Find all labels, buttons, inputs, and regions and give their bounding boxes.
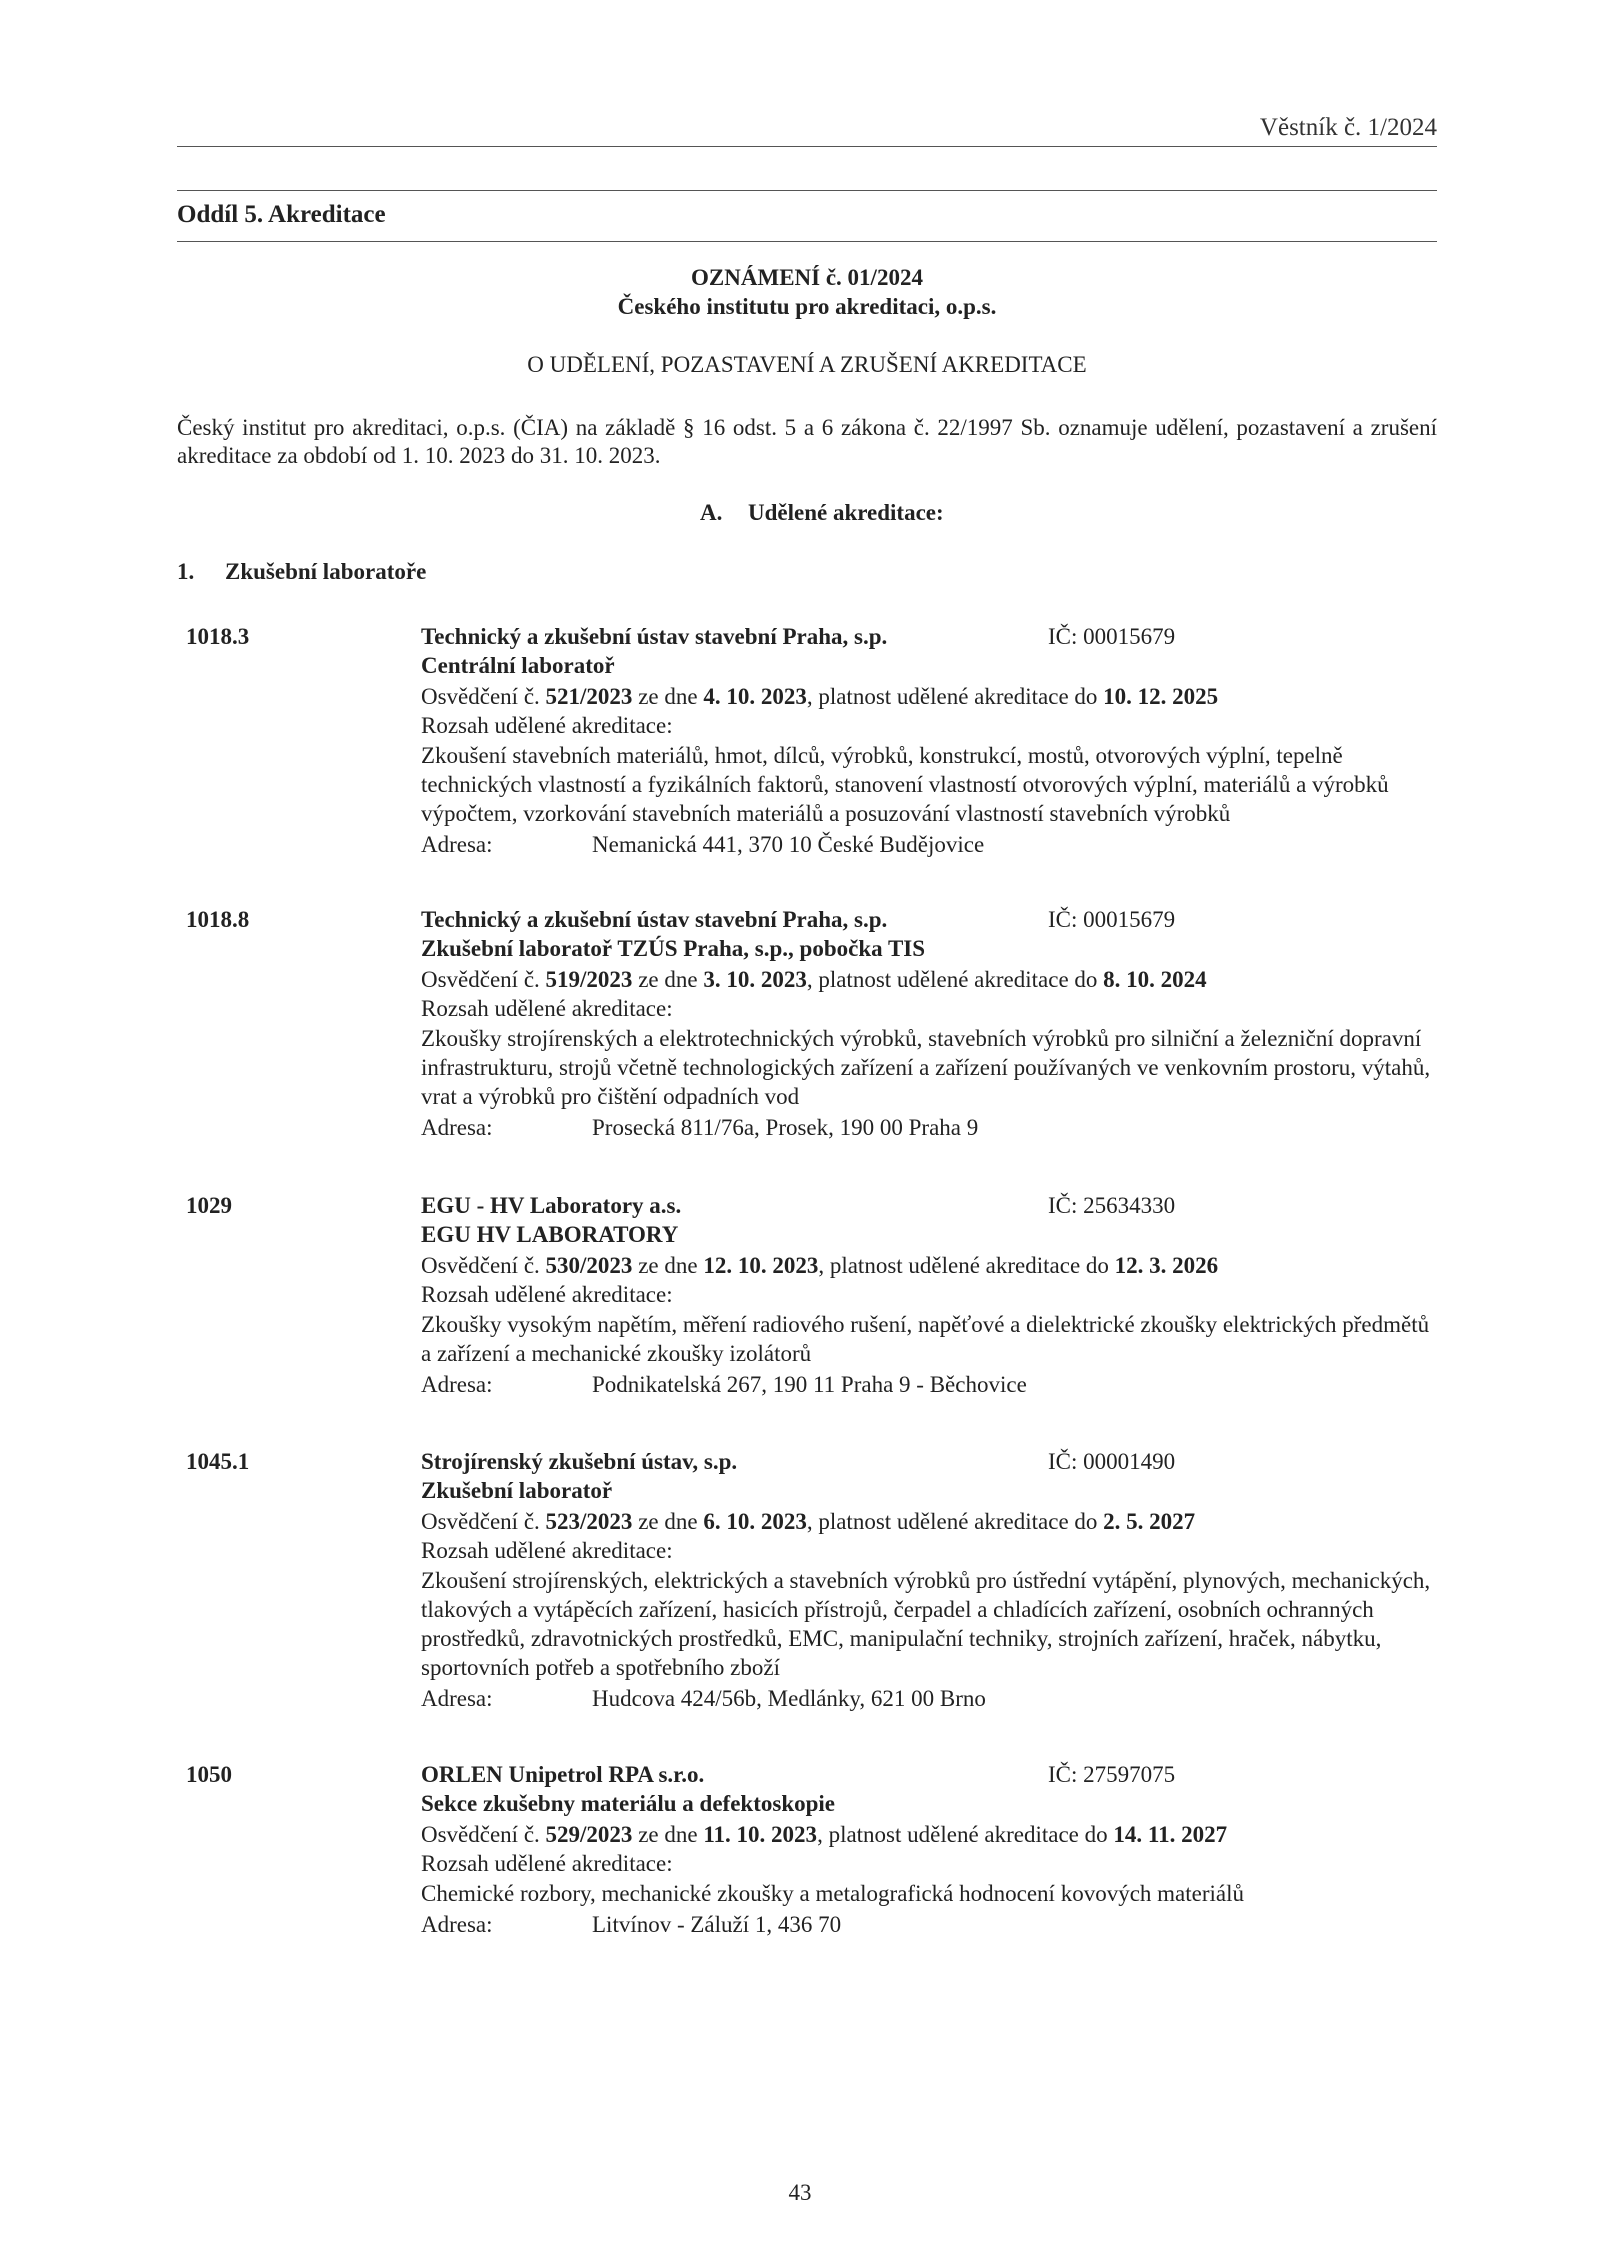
- entry-certificate: Osvědčení č. 523/2023 ze dne 6. 10. 2023, platnost udělené akreditace do 2. 5. 2027: [421, 1509, 1196, 1534]
- section-title: Oddíl 5. Akreditace: [177, 201, 386, 228]
- category-number: 1.: [177, 559, 195, 584]
- entry-scope: Zkoušky strojírenských a elektrotechnických výrobků, stavebních výrobků pro silniční a železniční dopravní infrastrukturu, strojů včetně technologických zařízení a zařízení používaných ve venkovním prostoru, výtahů, vrat a výrobků pro čištění odpadních vod: [421, 1026, 1431, 1109]
- entry-organization: EGU - HV Laboratory a.s.: [421, 1193, 682, 1218]
- entry-scope-label: Rozsah udělené akreditace:: [421, 713, 673, 738]
- part-a-heading: [700, 500, 944, 526]
- entry-ico: IČ: 00001490: [1048, 1449, 1176, 1474]
- entry-code: 1045.1: [186, 1449, 250, 1474]
- entry-organization: Strojírenský zkušební ústav, s.p.: [421, 1449, 738, 1474]
- category-heading: [177, 559, 426, 585]
- entry-code: 1018.3: [186, 624, 250, 649]
- entry-body: [421, 905, 1437, 1142]
- entry-address: Adresa: Hudcova 424/56b, Medlánky, 621 00 Brno: [421, 1686, 986, 1711]
- category-label: Zkušební laboratoře: [225, 559, 427, 584]
- page-number: 43: [788, 2180, 812, 2205]
- notice-title-line2: Českého institutu pro akreditaci, o.p.s.: [617, 294, 997, 319]
- entry-address: Adresa: Prosecká 811/76a, Prosek, 190 00 Praha 9: [421, 1115, 979, 1140]
- entry-scope-label: Rozsah udělené akreditace:: [421, 1282, 673, 1307]
- entry-unit: Zkušební laboratoř TZÚS Praha, s.p., pobočka TIS: [421, 936, 926, 961]
- entry-ico: IČ: 00015679: [1048, 907, 1176, 932]
- entry-scope: Zkoušky vysokým napětím, měření radiového rušení, napěťové a dielektrické zkoušky elektrických předmětů a zařízení a mechanické zkoušky izolátorů: [421, 1312, 1430, 1366]
- entry-address: Adresa: Nemanická 441, 370 10 České Budějovice: [421, 832, 985, 857]
- notice-title-line1: OZNÁMENÍ č. 01/2024: [691, 265, 923, 290]
- entry-body: [421, 1447, 1437, 1713]
- entry-code: 1050: [186, 1762, 232, 1787]
- entry-body: [421, 1760, 1437, 1939]
- entry-certificate: Osvědčení č. 530/2023 ze dne 12. 10. 2023, platnost udělené akreditace do 12. 3. 2026: [421, 1253, 1219, 1278]
- section-heading: [177, 190, 1437, 242]
- entry-scope: Zkoušení stavebních materiálů, hmot, dílců, výrobků, konstrukcí, mostů, otvorových výplní, tepelně technických vlastností a fyzikálních faktorů, stanovení vlastností otvorových výplní, materiálů a výrobků výpočtem, vzorkování stavebních materiálů a posuzování vlastností stavebních výrobků: [421, 743, 1389, 826]
- entry-unit: Zkušební laboratoř: [421, 1478, 613, 1503]
- entry-ico: IČ: 27597075: [1048, 1762, 1176, 1787]
- entry-scope-label: Rozsah udělené akreditace:: [421, 1851, 673, 1876]
- entry-ico: IČ: 25634330: [1048, 1193, 1176, 1218]
- running-header: [177, 112, 1437, 147]
- intro-paragraph: Český institut pro akreditaci, o.p.s. (ČIA) na základě § 16 odst. 5 a 6 zákona č. 22/1997 Sb. oznamuje udělení, pozastavení a zrušení akreditace za období od 1. 10. 2023 do 31. 10. 2023.: [177, 415, 1437, 468]
- entry-body: [421, 622, 1437, 859]
- entry-body: [421, 1191, 1437, 1399]
- entry-code: 1029: [186, 1193, 232, 1218]
- entry-unit: EGU HV LABORATORY: [421, 1222, 679, 1247]
- part-a-label: Udělené akreditace:: [748, 500, 944, 525]
- notice-subtitle: O UDĚLENÍ, POZASTAVENÍ A ZRUŠENÍ AKREDITACE: [527, 352, 1087, 377]
- entry-address: Adresa: Litvínov - Záluží 1, 436 70: [421, 1912, 842, 1937]
- entry-code: 1018.8: [186, 907, 250, 932]
- entry-address: Adresa: Podnikatelská 267, 190 11 Praha 9 - Běchovice: [421, 1372, 1027, 1397]
- entry-unit: Centrální laboratoř: [421, 653, 615, 678]
- entry-scope: Chemické rozbory, mechanické zkoušky a metalografická hodnocení kovových materiálů: [421, 1881, 1245, 1906]
- part-a-number: A.: [700, 500, 723, 525]
- entry-scope-label: Rozsah udělené akreditace:: [421, 1538, 673, 1563]
- entry-organization: Technický a zkušební ústav stavební Praha, s.p.: [421, 624, 888, 649]
- entry-organization: ORLEN Unipetrol RPA s.r.o.: [421, 1762, 705, 1787]
- entry-scope: Zkoušení strojírenských, elektrických a stavebních výrobků pro ústřední vytápění, plynových, mechanických, tlakových a vytápěcích zařízení, hasicích přístrojů, čerpadel a chladících zařízení, osobních ochranných prostředků, zdravotnických prostředků, EMC, manipulační techniky, strojních zařízení, hraček, nábytku, sportovních potřeb a spotřebního zboží: [421, 1568, 1431, 1680]
- entry-certificate: Osvědčení č. 519/2023 ze dne 3. 10. 2023, platnost udělené akreditace do 8. 10. 2024: [421, 967, 1207, 992]
- journal-issue: Věstník č. 1/2024: [1259, 114, 1437, 141]
- entry-organization: Technický a zkušební ústav stavební Praha, s.p.: [421, 907, 888, 932]
- entry-ico: IČ: 00015679: [1048, 624, 1176, 649]
- entry-scope-label: Rozsah udělené akreditace:: [421, 996, 673, 1021]
- entry-unit: Sekce zkušebny materiálu a defektoskopie: [421, 1791, 835, 1816]
- entry-certificate: Osvědčení č. 521/2023 ze dne 4. 10. 2023, platnost udělené akreditace do 10. 12. 2025: [421, 684, 1219, 709]
- entry-certificate: Osvědčení č. 529/2023 ze dne 11. 10. 2023, platnost udělené akreditace do 14. 11. 2027: [421, 1822, 1228, 1847]
